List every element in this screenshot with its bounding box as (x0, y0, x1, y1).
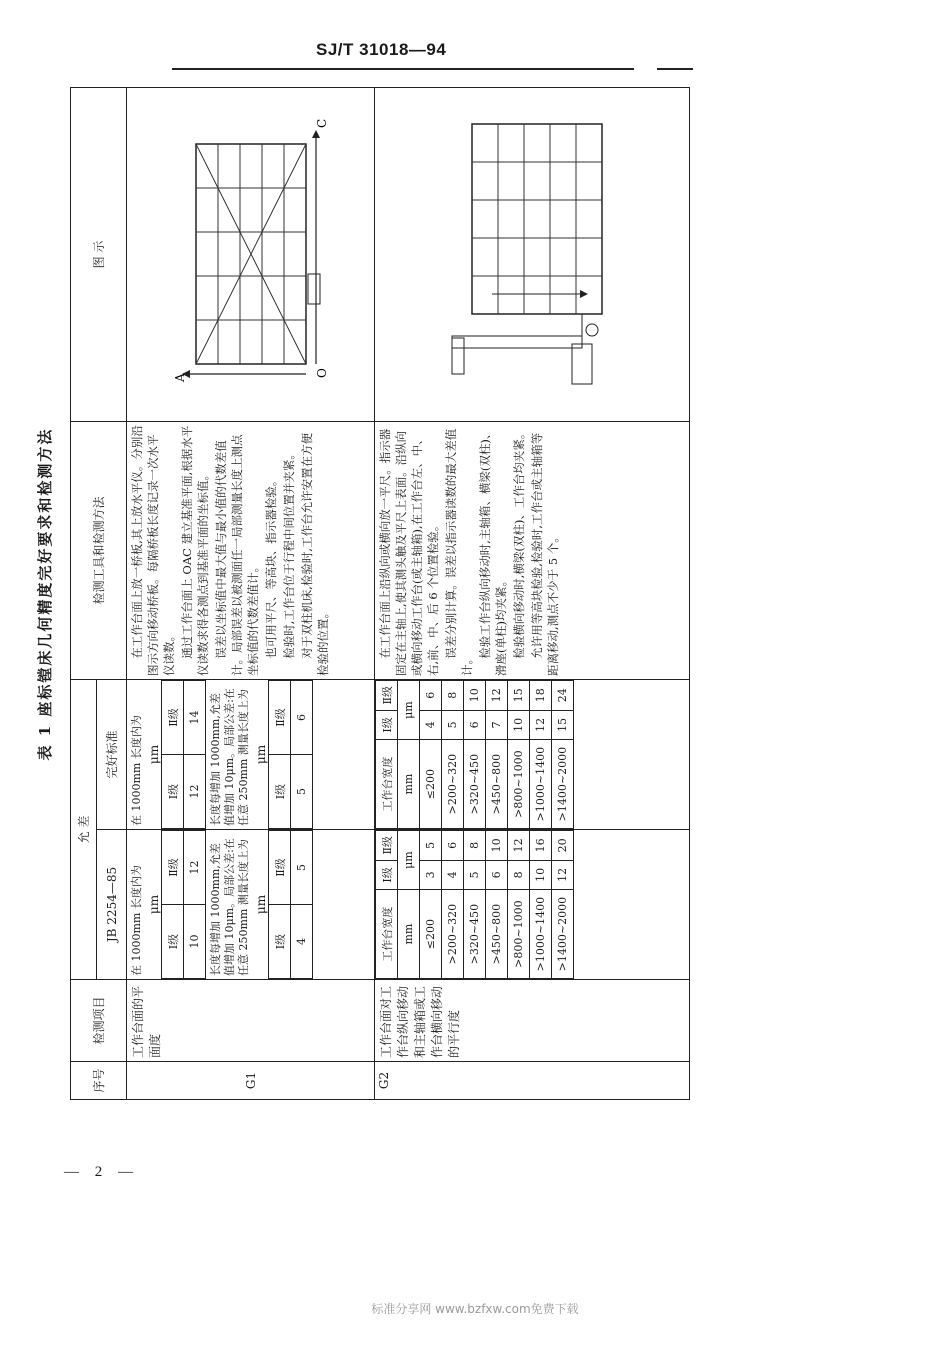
g2-good-width-header: 工作台宽度 (376, 740, 398, 829)
g2-method-line: 在工作台面上沿纵向或横向放一平尺。指示器固定在主轴上,使其测头触及平尺上表面。沿纵向或横向移动工作台(或主轴箱),在工作台左、中、右,前、中、后 6 个位置检验。 (378, 428, 441, 676)
g1-method-line: 通过工作台面上 OAC 建立基准平面,根据水平仪读数求得各测点到基准平面的坐标值。 (180, 425, 211, 676)
g2-good-val: 4 (420, 710, 442, 740)
g2-good-mm: mm (398, 740, 420, 829)
g1-label-o: O (314, 368, 329, 379)
g2-good-val: 18 (530, 680, 552, 710)
g2-good-val: 7 (486, 710, 508, 740)
g1-label-c: C (314, 119, 329, 129)
g2-item: 工作台面对工作台纵向移动和主轴箱或工作台横向移动的平行度 (375, 980, 690, 1062)
g1-good-local-g1-label: Ⅰ级 (269, 755, 291, 829)
header-seq: 序号 (71, 1062, 127, 1100)
header-good: 完好标准 (97, 679, 127, 829)
g1-jb-note-unit: μm (254, 894, 269, 915)
g2-parallelism-diagram (432, 104, 632, 404)
g2-good-val: 10 (508, 710, 530, 740)
g2-jb-range: >1000~1400 (530, 890, 552, 979)
g2-jb-range: ≤200 (420, 890, 442, 979)
g2-good-val: 12 (530, 710, 552, 740)
g1-good-local-g1: 5 (291, 755, 313, 829)
g1-method-line: 误差以坐标值中最大值与最小值的代数差值计。局部误差以被测面任一局部测量长度上测点坐标值的代数差值计。 (214, 434, 261, 676)
g2-jb-val: 10 (486, 831, 508, 861)
g2-method-line: 允许用等高块检验,检验时,工作台或主轴箱等距离移动,测点不少于 5 个。 (530, 432, 561, 676)
g1-method-line: 检验时,工作台位于行程中间位置并夹紧。 (282, 448, 297, 659)
g1-method (127, 421, 375, 679)
g2-jb-val: 8 (508, 860, 530, 890)
g1-good-local-g2-label: Ⅱ级 (269, 680, 291, 754)
spec-table (70, 87, 690, 1100)
header-item: 检测项目 (71, 980, 127, 1062)
g2-method-line: 检验工作台纵向移动时,主轴箱、横梁(双柱)、滑座(单柱)均夹紧。 (478, 427, 509, 676)
rotated-table-wrapper (36, 88, 690, 1100)
g2-good-range: >200~320 (442, 740, 464, 829)
g2-seq: G2 (375, 1062, 690, 1100)
g1-good-cell (127, 679, 375, 829)
g2-good-val: 5 (442, 710, 464, 740)
g2-jb-mm: mm (398, 890, 420, 979)
g1-method-line: 也可用平尺、等高块、指示器检验。 (264, 474, 279, 659)
g2-method-line: 误差分别计算。误差以指示器读数的最大差值计。 (444, 428, 475, 676)
g2-good-range: >450~800 (486, 740, 508, 829)
g1-good-intro: 在 1000mm 长度内为 (130, 715, 144, 826)
g2-good-cell (375, 679, 690, 829)
g1-method-line: 对于双柱机床,检验时,工作台允许安置在方便检验的位置。 (300, 432, 331, 676)
g2-jb-cell (375, 830, 690, 980)
page-number: — 2 — (64, 1164, 139, 1180)
g2-good-g2-label: Ⅱ级 (376, 680, 398, 710)
g2-jb-range: >320~450 (464, 890, 486, 979)
g2-good-val: 24 (552, 680, 574, 710)
g1-label-a: A (172, 373, 187, 383)
g1-good-note-unit: μm (254, 744, 269, 765)
g2-jb-val: 4 (442, 860, 464, 890)
g1-jb-g1-val: 10 (184, 905, 206, 979)
g2-good-table (375, 680, 574, 829)
g1-jb-local-g1-label: Ⅰ级 (269, 905, 291, 979)
g1-jb-unit: μm (147, 894, 162, 915)
g2-jb-range: >200~320 (442, 890, 464, 979)
g1-worktable-diagram (166, 104, 336, 404)
header-tolerance: 允 差 (71, 679, 97, 979)
g1-jb-local-g2: 5 (291, 831, 313, 905)
g1-good-g1-val: 12 (184, 755, 206, 829)
g1-good-local (268, 680, 313, 829)
g2-jb-val: 6 (486, 860, 508, 890)
g2-jb-val: 12 (508, 831, 530, 861)
g2-good-val: 15 (508, 680, 530, 710)
g1-good-grades (161, 680, 206, 829)
g1-jb-local-g1: 4 (291, 905, 313, 979)
g2-good-val: 6 (420, 680, 442, 710)
g2-jb-val: 12 (552, 860, 574, 890)
g2-jb-g1-label: Ⅰ级 (376, 860, 398, 890)
g2-good-val: 12 (486, 680, 508, 710)
g2-good-val: 15 (552, 710, 574, 740)
header-jb: JB 2254—85 (97, 830, 127, 980)
g1-good-g2-label: Ⅱ级 (162, 680, 184, 754)
g1-jb-g2-label: Ⅱ级 (162, 831, 184, 905)
g1-jb-local (268, 830, 313, 979)
g1-jb-intro: 在 1000mm 长度内为 (130, 865, 144, 976)
g2-method-line: 检验横向移动时,横梁(双柱)、工作台均夹紧。 (512, 427, 527, 659)
g1-jb-grades (161, 830, 206, 979)
header-rule-short (657, 68, 693, 70)
g2-good-g1-label: Ⅰ级 (376, 710, 398, 740)
g1-jb-local-g2-label: Ⅱ级 (269, 831, 291, 905)
g1-good-unit: μm (147, 744, 162, 765)
g1-good-g2-val: 14 (184, 680, 206, 754)
g2-jb-um: μm (398, 831, 420, 890)
g2-jb-val: 10 (530, 860, 552, 890)
g2-figure (375, 87, 690, 421)
g2-good-val: 10 (464, 680, 486, 710)
g2-jb-val: 8 (464, 831, 486, 861)
rotated-table (36, 88, 690, 1100)
g2-jb-range: >800~1000 (508, 890, 530, 979)
g2-good-range: ≤200 (420, 740, 442, 829)
g2-jb-table (375, 830, 574, 979)
g2-jb-val: 3 (420, 860, 442, 890)
g2-jb-range: >1400~2000 (552, 890, 574, 979)
g1-good-g1-label: Ⅰ级 (162, 755, 184, 829)
g1-jb-g2-val: 12 (184, 831, 206, 905)
g2-good-range: >1400~2000 (552, 740, 574, 829)
table-title: 表 1 座标镗床几何精度完好要求和检测方法 (36, 427, 54, 761)
g2-good-um: μm (398, 680, 420, 739)
g2-good-range: >1000~1400 (530, 740, 552, 829)
g2-jb-val: 6 (442, 831, 464, 861)
header-rule (172, 68, 634, 70)
g2-jb-range: >450~800 (486, 890, 508, 979)
g2-jb-val: 20 (552, 831, 574, 861)
g1-figure (127, 87, 375, 421)
standard-code: SJ/T 31018—94 (316, 40, 447, 59)
g2-good-range: >320~450 (464, 740, 486, 829)
g2-jb-val: 5 (420, 831, 442, 861)
g2-jb-val: 5 (464, 860, 486, 890)
g2-jb-g2-label: Ⅱ级 (376, 831, 398, 861)
g1-method-line: 在工作台面上放一桥板,其上放水平仪。分别沿图示方向移动桥板。每隔桥板长度记录一次水平仪读数。 (130, 425, 177, 676)
g1-jb-note: 长度每增加 1000mm,允差值增加 10μm。局部公差:在任意 250mm 测量长度上为 (209, 838, 251, 976)
g2-jb-val: 16 (530, 831, 552, 861)
g1-seq: G1 (127, 1062, 375, 1100)
g1-item: 工作台面的平面度 (127, 980, 375, 1062)
footer-watermark: 标准分享网 www.bzfxw.com免费下载 (371, 1302, 579, 1316)
g1-good-note: 长度每增加 1000mm,允差值增加 10μm。局部公差:在任意 250mm 测量长度上为 (209, 688, 251, 826)
g1-jb-g1-label: Ⅰ级 (162, 905, 184, 979)
g2-method (375, 421, 690, 679)
g2-good-val: 6 (464, 710, 486, 740)
header-method: 检测工具和检测方法 (71, 421, 127, 679)
g2-good-range: >800~1000 (508, 740, 530, 829)
g1-good-local-g2: 6 (291, 680, 313, 754)
header-figure: 图 示 (71, 87, 127, 421)
g1-jb-cell (127, 830, 375, 980)
g2-good-val: 8 (442, 680, 464, 710)
g2-jb-width-header: 工作台宽度 (376, 890, 398, 979)
